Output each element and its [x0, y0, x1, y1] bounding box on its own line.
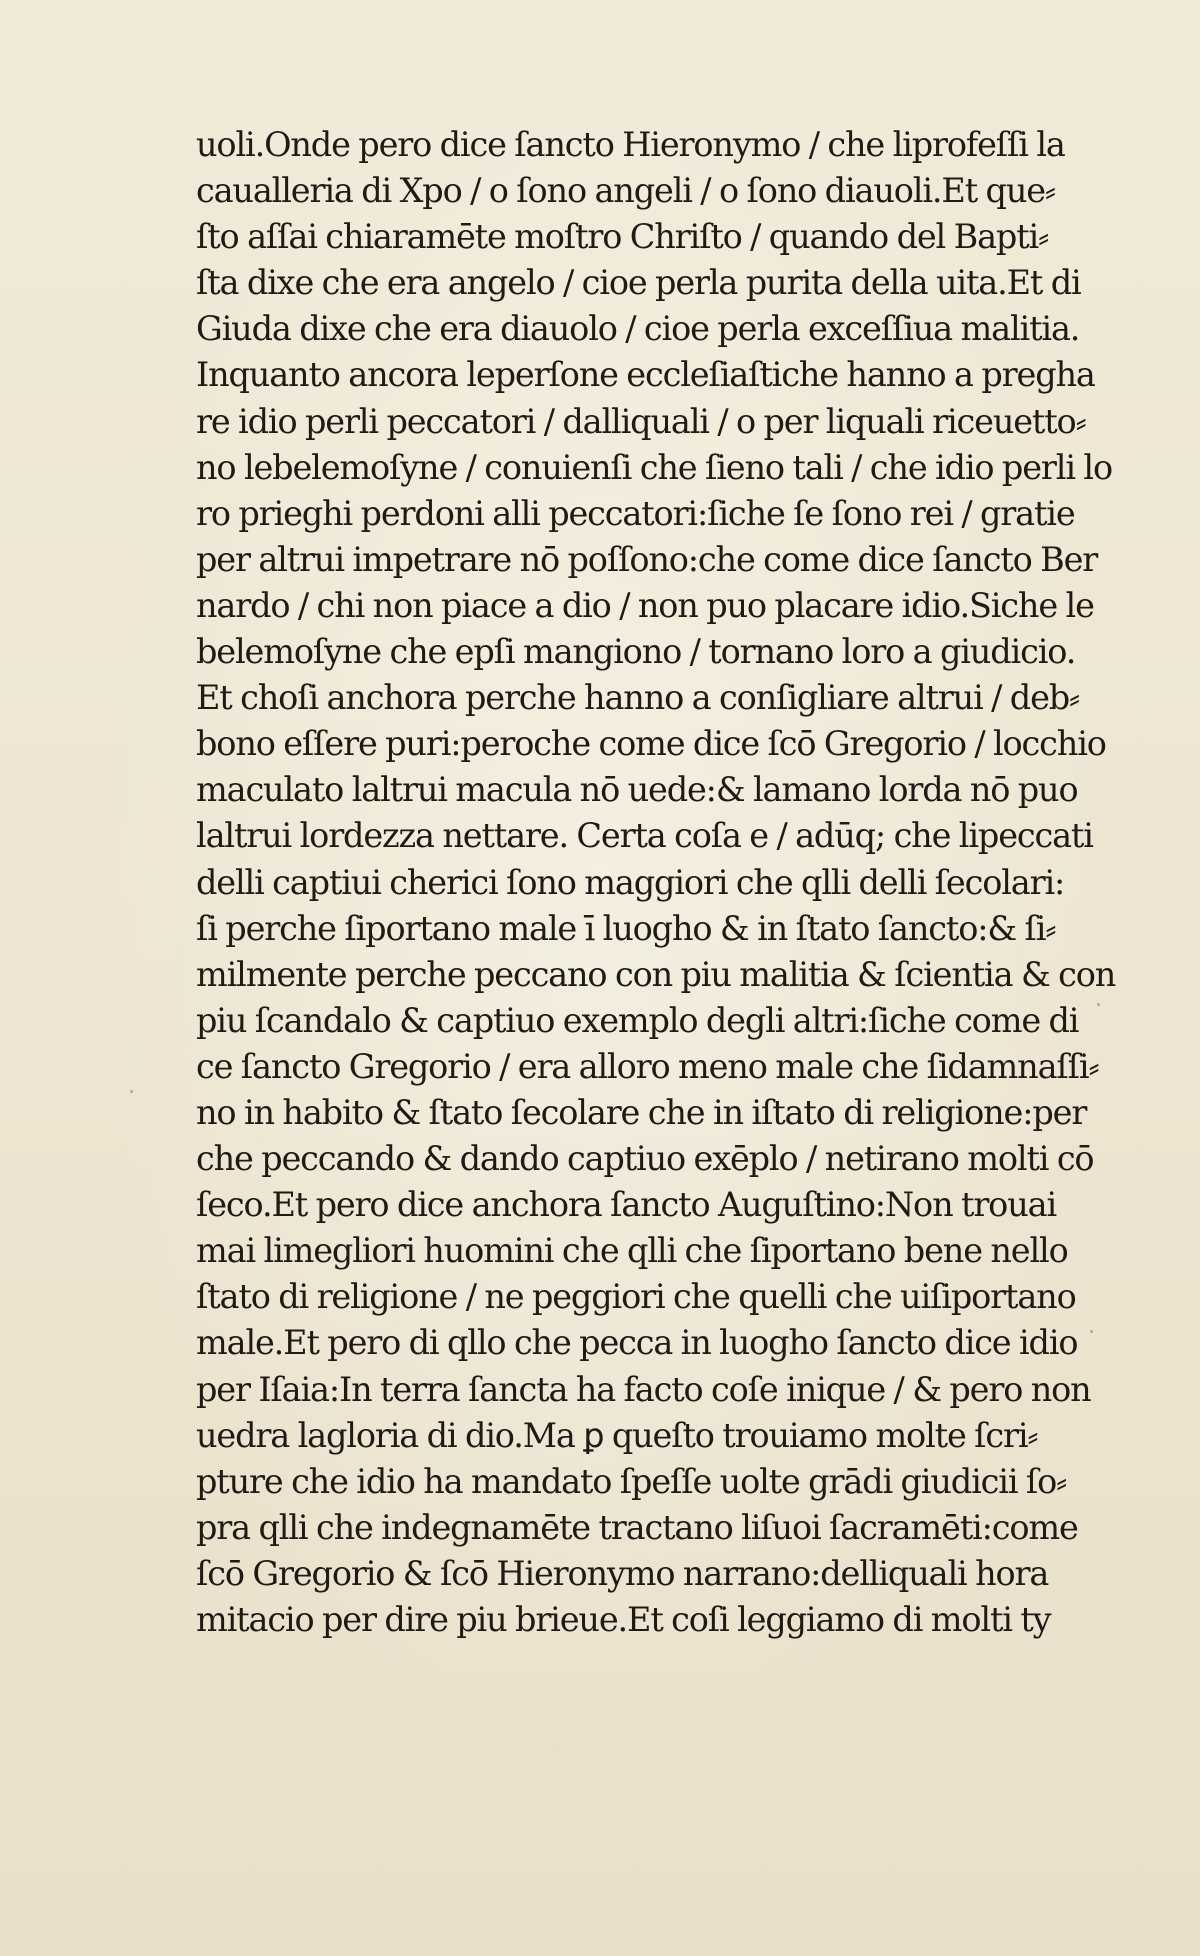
text-line: uoli.Onde pero dice ſancto Hieronymo / che liprofeſſi la	[196, 125, 1065, 164]
text-line: milmente perche peccano con piu malitia & ſcientia & con	[196, 954, 1116, 994]
text-line: Et choſi anchora perche hanno a conſigliare altrui / deb⸗	[196, 678, 1080, 718]
text-line: nardo / chi non piace a dio / non puo placare idio.Siche le	[196, 585, 1094, 625]
text-line: bono eſſere puri:peroche come dice ſcō Gregorio / locchio	[196, 724, 1106, 764]
text-line: male.Et pero di qllo che pecca in luogho ſancto dice idio	[196, 1323, 1078, 1363]
text-line: ſeco.Et pero dice anchora ſancto Auguſtino:Non trouai	[196, 1185, 1057, 1225]
text-line: ro prieghi perdoni alli peccatori:ſiche ſe ſono rei / gratie	[196, 493, 1075, 533]
text-line: mai limegliori huomini che qlli che ſiportano bene nello	[196, 1231, 1068, 1271]
text-line: caualleria di Xpo / o ſono angeli / o ſono diauoli.Et que⸗	[196, 171, 1055, 211]
text-line: pra qlli che indegnamēte tractano liſuoi ſacramēti:come	[196, 1507, 1078, 1547]
text-line: ſtato di religione / ne peggiori che quelli che uiſiportano	[196, 1277, 1076, 1317]
text-line: piu ſcandalo & captiuo exemplo degli altri:ſiche come di	[196, 1000, 1079, 1040]
text-line: pture che idio ha mandato ſpeſſe uolte grādi giudicii ſo⸗	[196, 1461, 1067, 1501]
text-line: maculato laltrui macula nō uede:& lamano lorda nō puo	[196, 770, 1078, 810]
text-line: delli captiui cherici ſono maggiori che qlli delli ſecolari:	[196, 862, 1065, 902]
text-line: Inquanto ancora leperſone eccleſiaſtiche hanno a pregha	[196, 355, 1095, 395]
text-line: ſto aſſai chiaramēte moſtro Chriſto / quando del Bapti⸗	[196, 217, 1049, 257]
text-line: ce ſancto Gregorio / era alloro meno male che ſidamnaſſi⸗	[196, 1046, 1099, 1086]
text-line: no in habito & ſtato ſecolare che in iſtato di religione:per	[196, 1092, 1087, 1132]
text-line: ſi perche ſiportano male ī luogho & in ſtato ſancto:& ſi⸗	[196, 908, 1056, 948]
text-line: per altrui impetrare nō poſſono:che come dice ſancto Ber	[196, 539, 1098, 579]
text-line: no lebelemoſyne / conuienſi che ſieno tali / che idio perli lo	[196, 447, 1112, 487]
text-line: laltrui lordezza nettare. Certa coſa e / adūq; che lipeccati	[196, 816, 1093, 856]
text-line: mitacio per dire piu brieue.Et coſi leggiamo di molti ty	[196, 1600, 1051, 1639]
text-line: ſta dixe che era angelo / cioe perla purita della uita.Et di	[196, 263, 1081, 303]
text-line: per Iſaia:In terra ſancta ha facto coſe inique / & pero non	[196, 1369, 1091, 1409]
text-line: re idio perli peccatori / dalliquali / o per liquali riceuetto⸗	[196, 401, 1086, 441]
text-line: ſcō Gregorio & ſcō Hieronymo narrano:delliquali hora	[196, 1553, 1049, 1593]
text-line: belemoſyne che epſi mangiono / tornano loro a giudicio.	[196, 632, 1076, 672]
paper-speck	[1097, 1003, 1100, 1006]
text-line: che peccando & dando captiuo exēplo / netirano molti cō	[196, 1139, 1094, 1179]
paper-speck	[1090, 1330, 1093, 1333]
text-line: uedra lagloria di dio.Ma ꝑ queſto trouiamo molte ſcri⸗	[196, 1415, 1038, 1455]
text-block	[196, 122, 1116, 1643]
text-line: Giuda dixe che era diauolo / cioe perla exceſſiua malitia.	[196, 309, 1080, 349]
paper-speck	[130, 1090, 133, 1093]
